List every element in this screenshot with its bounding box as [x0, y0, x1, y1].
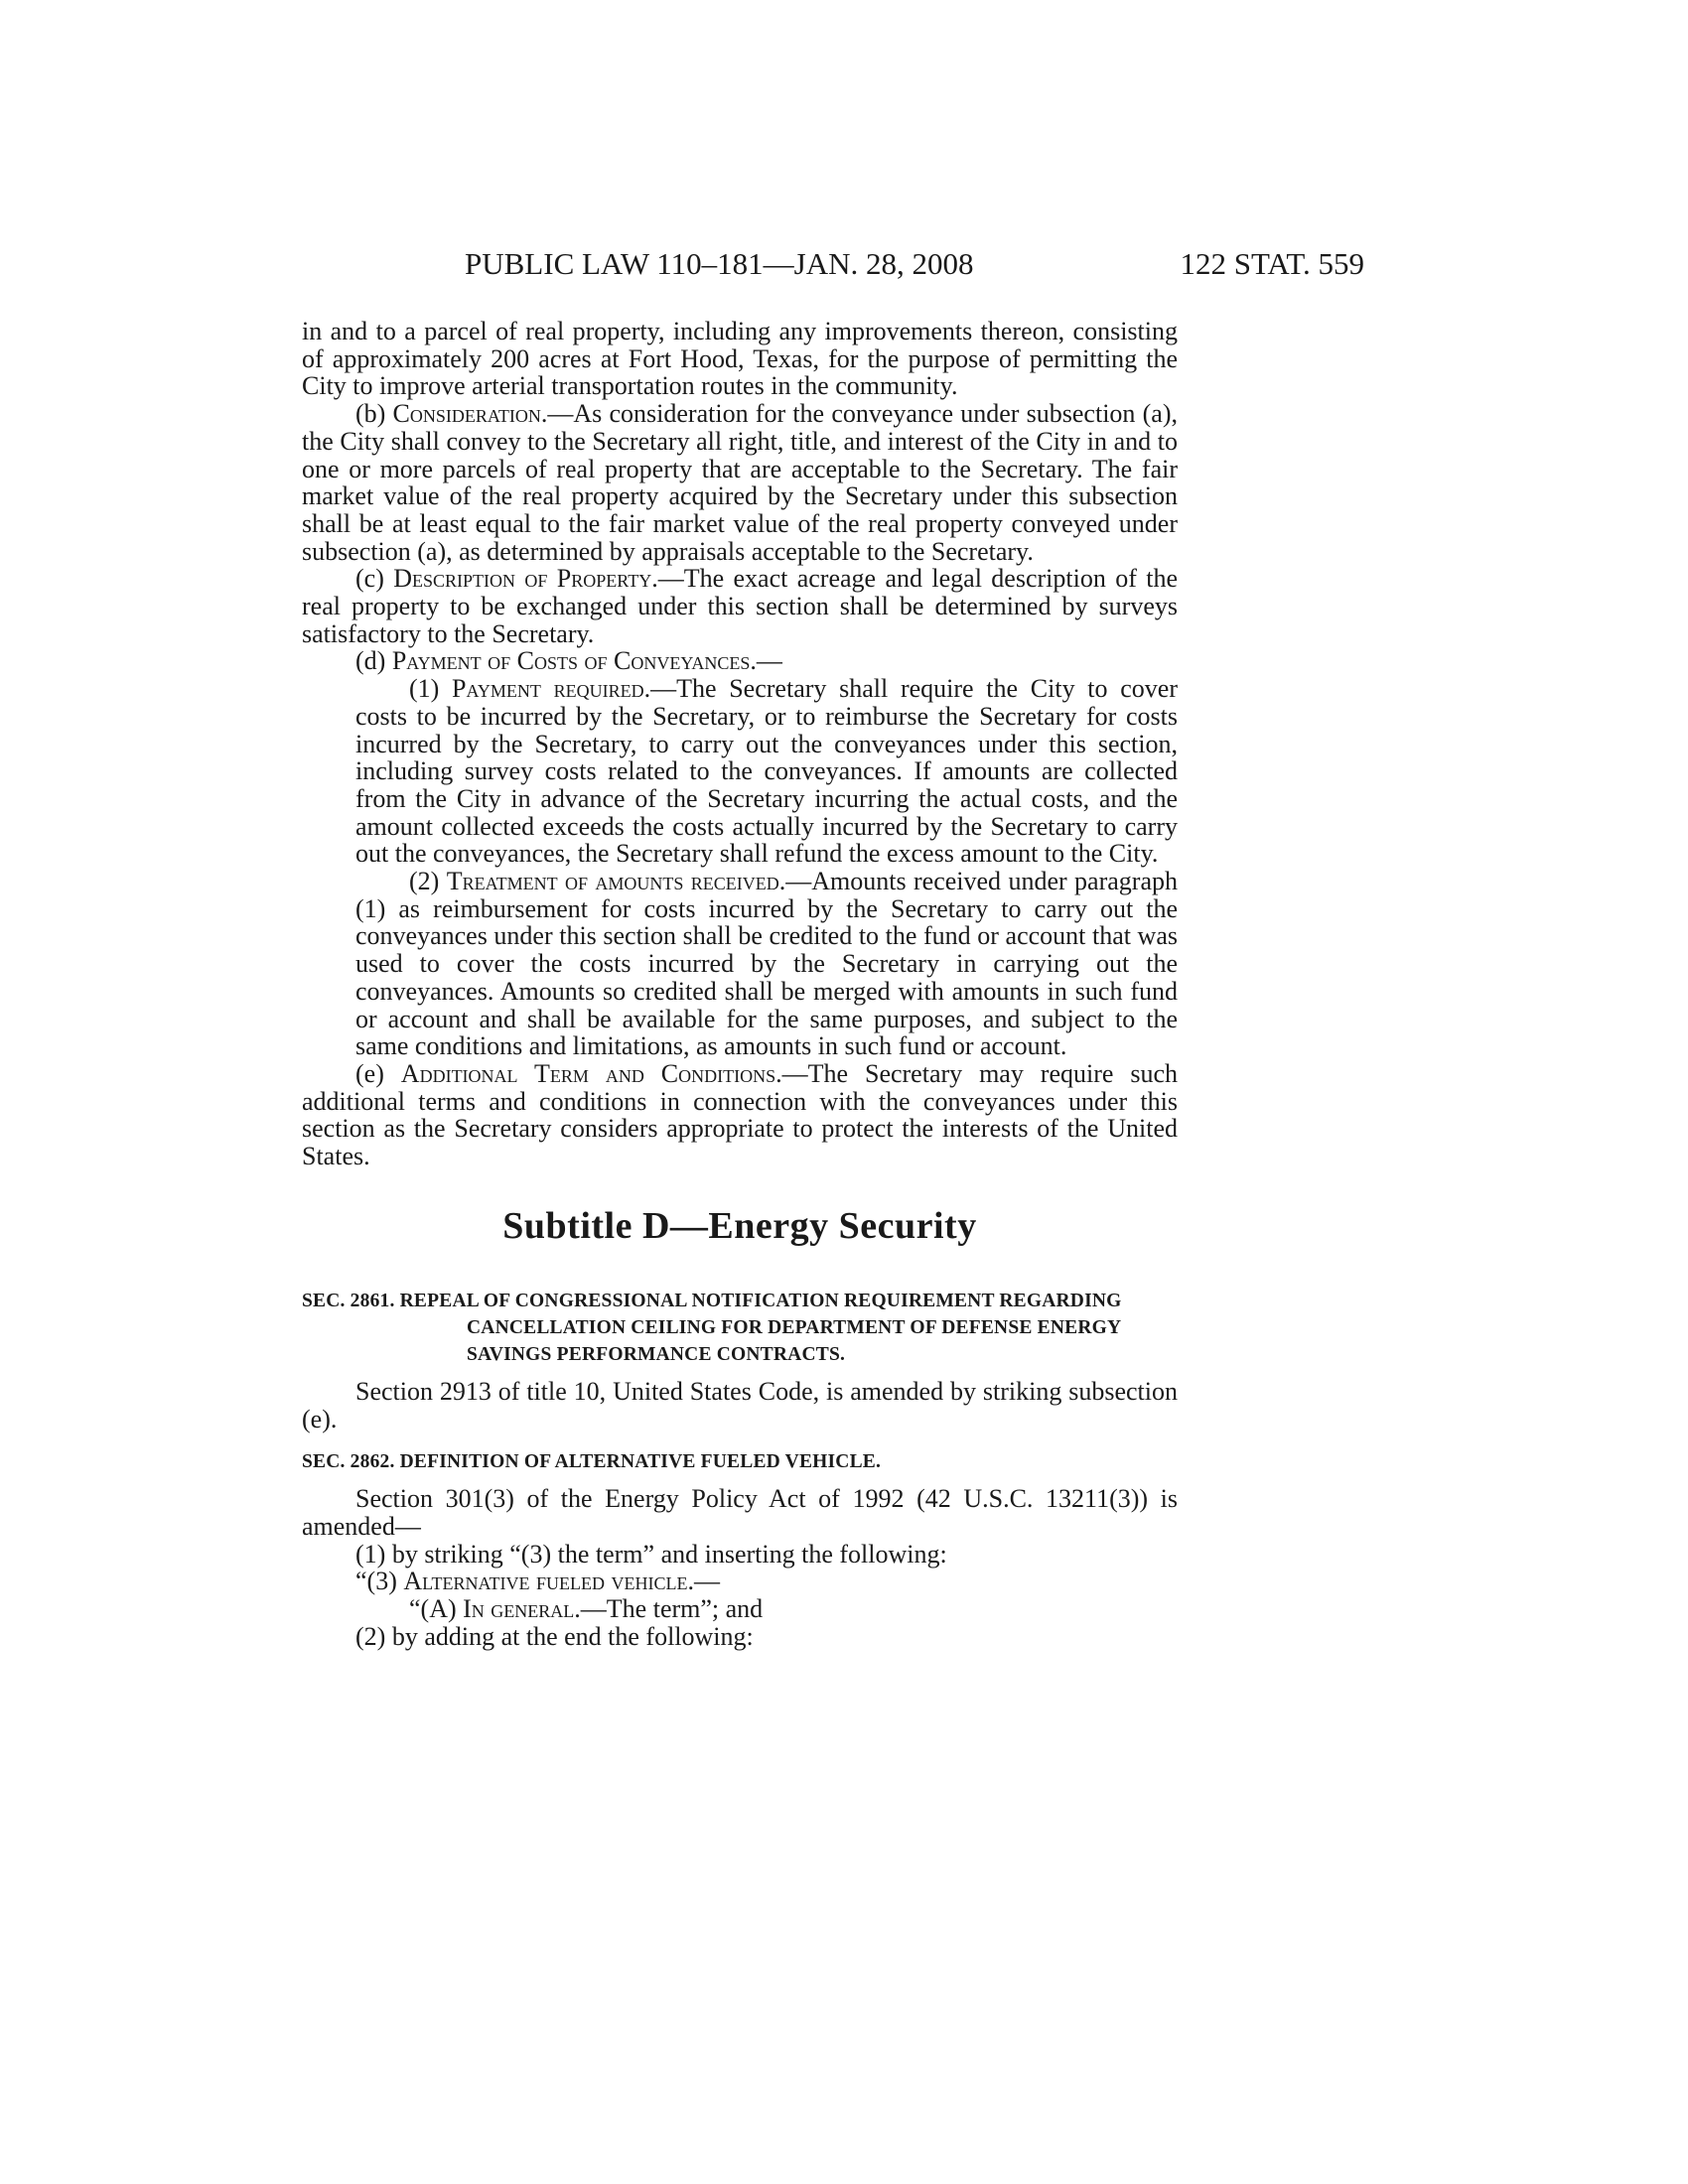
subsection-c: (c) Description of Property.—The exact acreage and legal description of the real property to be exchanged under this section shall be determined by surveys satisfactory to the Secretary. [302, 564, 1179, 648]
section-2861-title: REPEAL OF CONGRESSIONAL NOTIFICATION REQUIREMENT REGARDING CANCELLATION CEILING FOR DEPARTMENT OF DEFENSE ENERGY SAVINGS PERFORMANCE CONTRACTS. [399, 1290, 1122, 1365]
section-2862-title: DEFINITION OF ALTERNATIVE FUELED VEHICLE. [399, 1451, 882, 1473]
subsection-c-heading: Description of Property [393, 564, 652, 594]
document-body [302, 318, 1178, 1650]
section-2862-item-1: (1) by striking “(3) the term” and inserting the following: [355, 1539, 947, 1569]
subsection-b-heading: Consideration [392, 399, 541, 429]
section-2862-quote-3-heading: Alternative fueled vehicle [403, 1567, 688, 1596]
stat-page-number: 122 STAT. 559 [1180, 246, 1364, 281]
subsection-d-heading: Payment of Costs of Conveyances [391, 646, 751, 676]
section-2862-quote-a-heading: In general [463, 1594, 575, 1624]
paragraph-d1-heading: Payment required [452, 674, 644, 704]
subsection-d: (d) Payment of Costs of Conveyances.— [355, 646, 782, 676]
subsection-b: (b) Consideration.—As consideration for the conveyance under subsection (a), the City shall convey to the Secretary all right, title, and interest of the City in and to one or more parcels of real property that are acceptable to the Secretary. The fair market value of the real property acquired by the Secretary under this subsection shall be at least equal to the fair market value of the real property conveyed under subsection (a), as determined by appraisals acceptable to the Secretary. [302, 399, 1178, 566]
section-2862-heading [302, 1448, 1178, 1475]
section-2862-quote-3: “(3) Alternative fueled vehicle.— [355, 1567, 720, 1596]
section-2862-quote-a: “(A) In general.—The term”; and [409, 1594, 764, 1624]
subsection-e-heading: Additional Term and Conditions [400, 1058, 776, 1088]
paragraph-d2-heading: Treatment of amounts received [446, 867, 779, 896]
paragraph-d2: (2) Treatment of amounts received.—Amounts received under paragraph (1) as reimbursement for costs incurred by the Secretary to carry out the conveyances under this section shall be credited to the fund or account that was used to cover the costs incurred by the Secretary in carrying out the conveyances. Amounts so credited shall be merged with amounts in such fund or account and shall be available for the same purposes, and subject to the same conditions and limitations, as amounts in such fund or account. [355, 867, 1178, 1061]
section-2862-body: Section 301(3) of the Energy Policy Act of 1992 (42 U.S.C. 13211(3)) is amended— [302, 1484, 1178, 1541]
section-2861-number: SEC. 2861. [302, 1290, 395, 1311]
subtitle-heading: Subtitle D—Energy Security [502, 1204, 977, 1247]
section-2861-body: Section 2913 of title 10, United States Code, is amended by striking subsection (e). [302, 1376, 1178, 1433]
running-title: PUBLIC LAW 110–181—JAN. 28, 2008 [465, 246, 974, 281]
section-2861-heading [302, 1288, 1178, 1368]
section-2862-number: SEC. 2862. [302, 1451, 395, 1473]
paragraph-d1: (1) Payment required.—The Secretary shall require the City to cover costs to be incurred by the Secretary, or to reimburse the Secretary for costs incurred by the Secretary, to carry out the conveyances under this section, including survey costs related to the conveyances. If amounts are collected from the City in advance of the Secretary incurring the actual costs, and the amount collected exceeds the costs actually incurred by the Secretary to carry out the conveyances, the Secretary shall refund the excess amount to the City. [355, 674, 1178, 869]
section-2862-item-2: (2) by adding at the end the following: [355, 1621, 754, 1651]
subsection-e: (e) Additional Term and Conditions.—The Secretary may require such additional terms and conditions in connection with the conveyances under this section as the Secretary considers appropriate to protect the interests of the United States. [302, 1058, 1179, 1171]
paragraph-intro: in and to a parcel of real property, including any improvements thereon, consisting of approximately 200 acres at Fort Hood, Texas, for the purpose of permitting the City to improve arterial transportation routes in the community. [302, 317, 1178, 401]
page-header [298, 246, 1364, 282]
